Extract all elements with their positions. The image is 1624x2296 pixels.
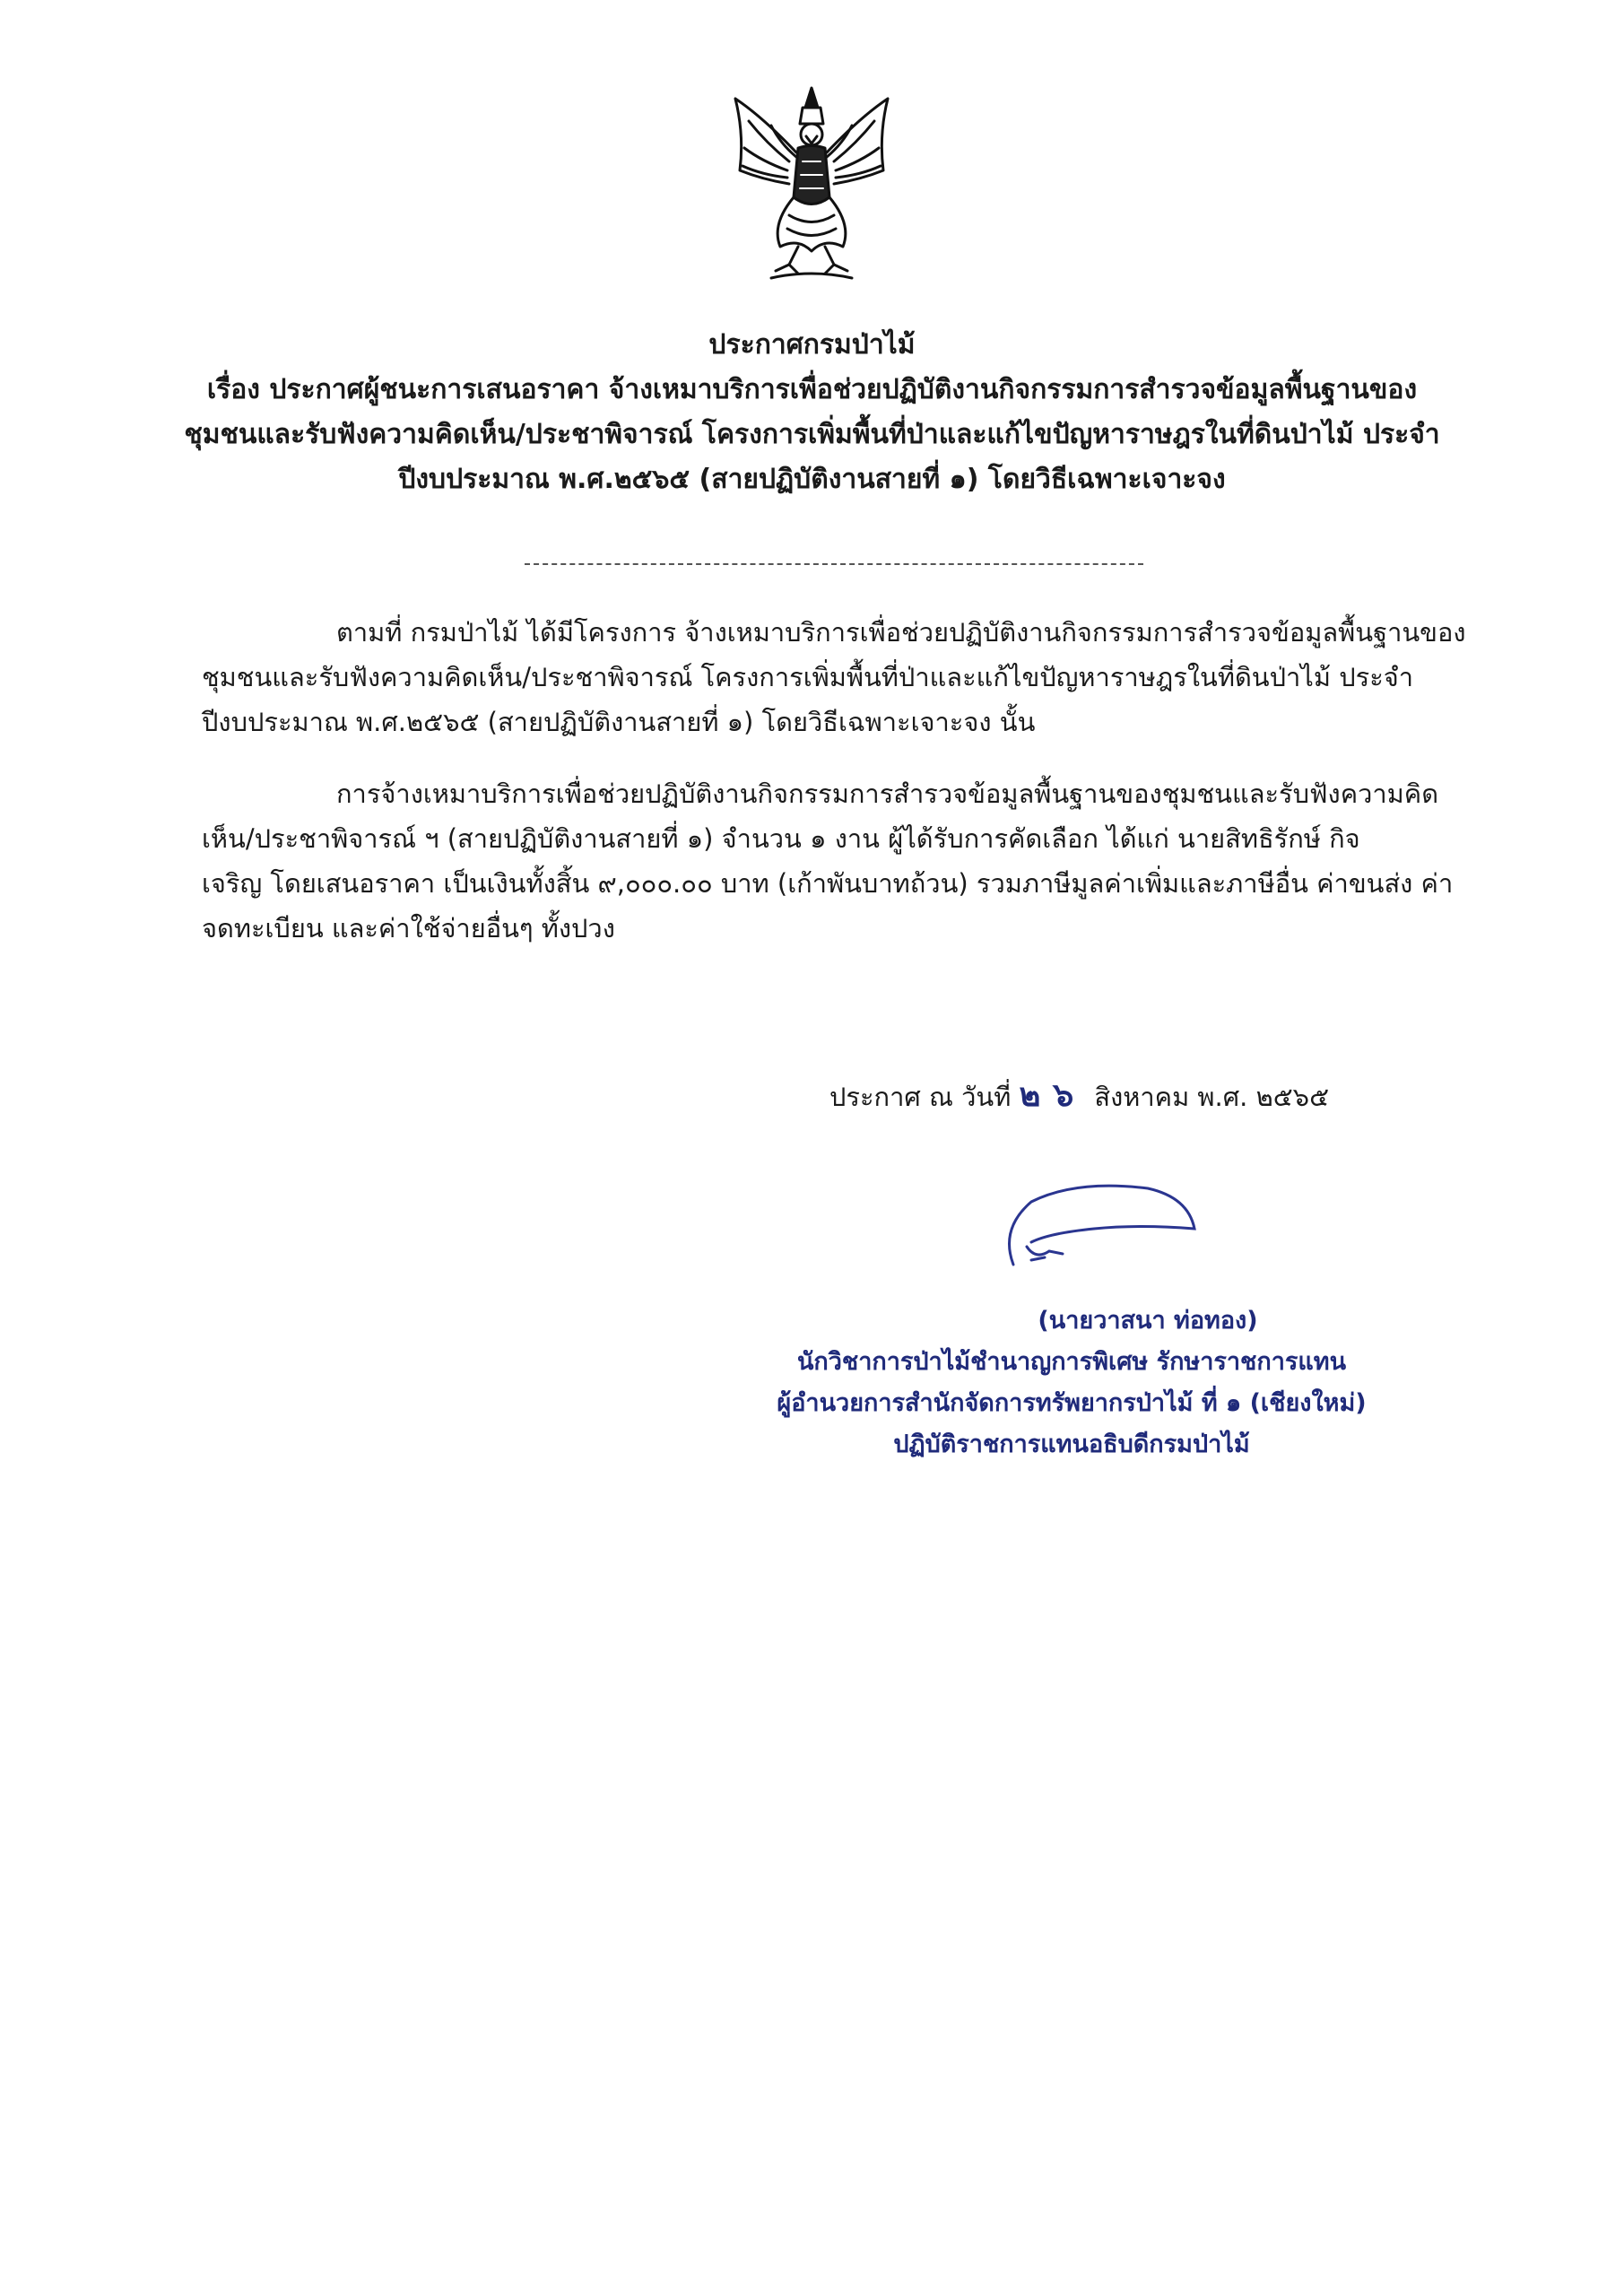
body-line: การจ้างเหมาบริการเพื่อช่วยปฏิบัติงานกิจกรรมการสำรวจข้อมูลพื้นฐานของชุมชนและรับฟังความคิด — [336, 778, 1439, 809]
subject-line: ชุมชนและรับฟังความคิดเห็น/ประชาพิจารณ์ โครงการเพิ่มพื้นที่ป่าและแก้ไขปัญหาราษฎรในที่ดินป่าไม้ ประจำ — [184, 419, 1440, 450]
body-line: ชุมชนและรับฟังความคิดเห็น/ประชาพิจารณ์ โครงการเพิ่มพื้นที่ป่าและแก้ไขปัญหาราษฎรในที่ดินป่าไม้ ประจำ — [202, 662, 1414, 692]
handwritten-signature — [995, 1175, 1202, 1283]
signatory-name: (นายวาสนา ท่อทอง) — [1038, 1307, 1258, 1335]
title-divider — [525, 563, 1143, 565]
date-month-year: สิงหาคม พ.ศ. ๒๕๖๕ — [1094, 1082, 1330, 1112]
signatory-position: ปฏิบัติราชการแทนอธิบดีกรมป่าไม้ — [893, 1431, 1250, 1458]
garuda-emblem-icon — [717, 81, 906, 287]
body-line: เจริญ โดยเสนอราคา เป็นเงินทั้งสิ้น ๙,๐๐๐.๐๐ บาท (เก้าพันบาทถ้วน) รวมภาษีมูลค่าเพิ่มและภาษีอื่น ค่าขนส่ง ค่า — [202, 868, 1454, 899]
handwritten-day: ๒๖ — [1019, 1077, 1087, 1114]
body-line: ปีงบประมาณ พ.ศ.๒๕๖๕ (สายปฏิบัติงานสายที่ ๑) โดยวิธีเฉพาะเจาะจง นั้น — [202, 707, 1036, 737]
date-prefix: ประกาศ ณ วันที่ — [829, 1082, 1012, 1112]
subject-line: เรื่อง ประกาศผู้ชนะการเสนอราคา จ้างเหมาบริการเพื่อช่วยปฏิบัติงานกิจกรรมการสำรวจข้อมูลพื้นฐานของ — [206, 374, 1418, 405]
body-line: เห็น/ประชาพิจารณ์ ฯ (สายปฏิบัติงานสายที่ ๑) จำนวน ๑ งาน ผู้ได้รับการคัดเลือก ได้แก่ นายสิทธิรักษ์ กิจ — [202, 823, 1360, 854]
subject-line: ปีงบประมาณ พ.ศ.๒๕๖๕ (สายปฏิบัติงานสายที่ ๑) โดยวิธีเฉพาะเจาะจง — [398, 464, 1226, 495]
signatory-block — [717, 1300, 1426, 1465]
announcement-body — [202, 610, 1466, 951]
body-line: ตามที่ กรมป่าไม้ ได้มีโครงการ จ้างเหมาบริการเพื่อช่วยปฏิบัติงานกิจกรรมการสำรวจข้อมูลพื้นฐานของ — [336, 617, 1466, 648]
signatory-position: นักวิชาการป่าไม้ชำนาญการพิเศษ รักษาราชการแทน — [796, 1348, 1347, 1376]
agency-heading: ประกาศกรมป่าไม้ — [708, 329, 916, 361]
body-line: จดทะเบียน และค่าใช้จ่ายอื่นๆ ทั้งปวง — [202, 913, 615, 944]
announcement-date — [829, 1074, 1329, 1119]
signatory-position: ผู้อำนวยการสำนักจัดการทรัพยากรป่าไม้ ที่ ๑ (เชียงใหม่) — [777, 1389, 1367, 1417]
announcement-title — [179, 323, 1445, 502]
